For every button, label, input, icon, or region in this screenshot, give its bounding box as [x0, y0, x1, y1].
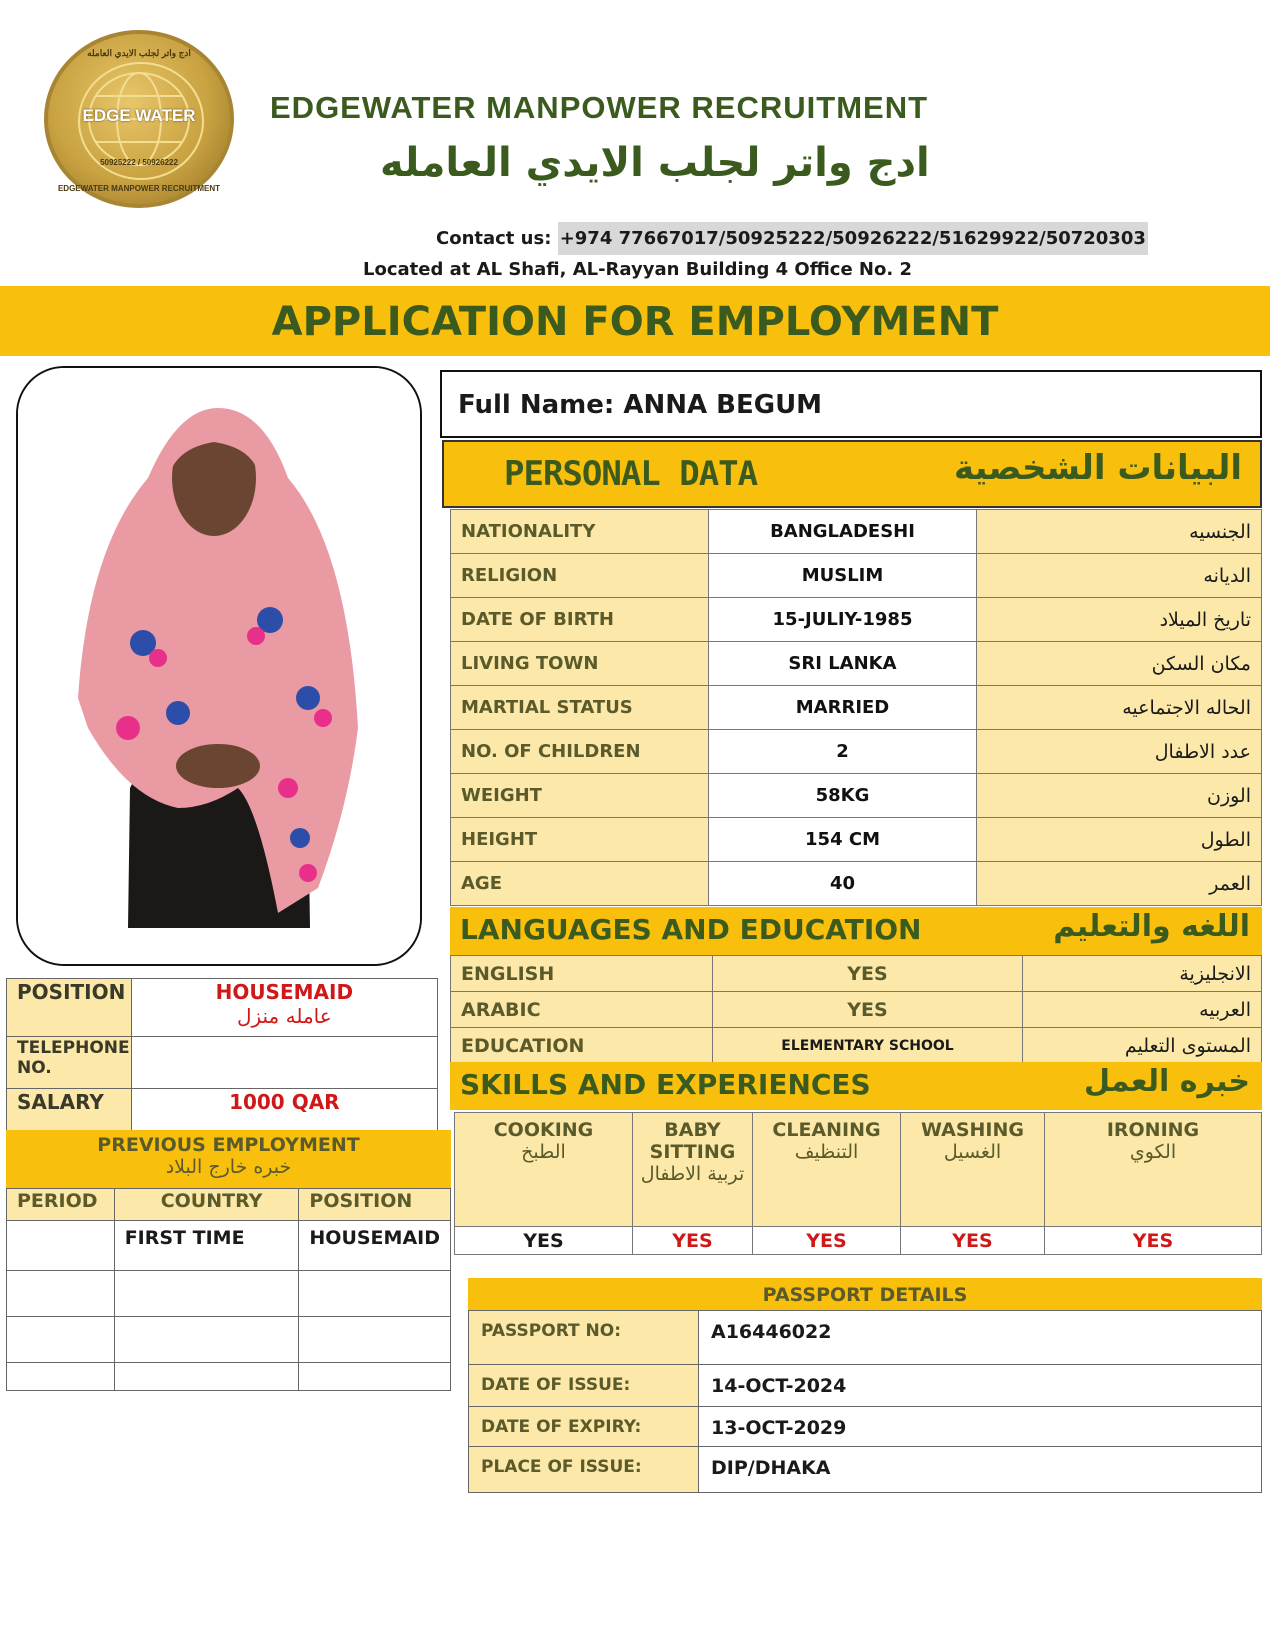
table-cell — [7, 1271, 115, 1317]
row-label: MARTIAL STATUS — [451, 686, 709, 730]
passport-table — [468, 1310, 1262, 1493]
personal-data-title-en: PERSONAL DATA — [504, 454, 758, 494]
passport-label: DATE OF EXPIRY: — [469, 1407, 699, 1447]
salary-label: SALARY — [7, 1089, 132, 1133]
table-row — [451, 818, 1262, 862]
passport-value: A16446022 — [699, 1311, 1262, 1365]
row-label: LIVING TOWN — [451, 642, 709, 686]
row-label-ar: العربيه — [1023, 992, 1262, 1028]
table-cell — [299, 1317, 451, 1363]
row-value: BANGLADESHI — [709, 510, 977, 554]
row-value: 15-JULIY-1985 — [709, 598, 977, 642]
languages-title-ar: اللغه والتعليم — [1053, 909, 1250, 944]
languages-header — [450, 907, 1262, 955]
table-row — [451, 862, 1262, 906]
skill-name-ar: التنظيف — [794, 1141, 859, 1163]
row-label-ar: عدد الاطفال — [977, 730, 1262, 774]
row-value: 58KG — [709, 774, 977, 818]
table-row — [451, 730, 1262, 774]
table-row — [451, 956, 1262, 992]
row-value: 154 CM — [709, 818, 977, 862]
skill-name: IRONING — [1106, 1119, 1200, 1141]
table-cell — [299, 1271, 451, 1317]
row-label-ar: الديانه — [977, 554, 1262, 598]
column-header: COUNTRY — [114, 1189, 299, 1221]
passport-value: 13-OCT-2029 — [699, 1407, 1262, 1447]
column-header: PERIOD — [7, 1189, 115, 1221]
previous-employment-title-ar: خبره خارج البلاد — [165, 1156, 292, 1178]
table-row — [469, 1447, 1262, 1493]
logo-ring-arabic: ادج واتر لجلب الايدي العامله — [87, 48, 191, 58]
previous-employment-table — [6, 1188, 451, 1391]
logo-phones: 50925222 / 50926222 — [100, 158, 178, 167]
table-row — [7, 1037, 438, 1089]
row-value: 2 — [709, 730, 977, 774]
company-logo — [44, 30, 234, 208]
skill-value: YES — [753, 1227, 901, 1255]
logo-ring-english: EDGEWATER MANPOWER RECRUITMENT — [57, 184, 221, 193]
passport-label: PLACE OF ISSUE: — [469, 1447, 699, 1493]
row-label: DATE OF BIRTH — [451, 598, 709, 642]
column-header: POSITION — [299, 1189, 451, 1221]
passport-label: PASSPORT NO: — [469, 1311, 699, 1365]
row-label: WEIGHT — [451, 774, 709, 818]
position-en: HOUSEMAID — [215, 980, 354, 1004]
table-row — [469, 1311, 1262, 1365]
telephone-value — [131, 1037, 437, 1089]
skill-name: COOKING — [493, 1119, 594, 1141]
skill-name: BABY SITTING — [649, 1119, 736, 1163]
skills-table — [454, 1112, 1262, 1255]
row-value: YES — [713, 992, 1023, 1028]
previous-employment-header — [6, 1130, 451, 1188]
position-ar: عامله منزل — [236, 1004, 332, 1028]
row-value: 40 — [709, 862, 977, 906]
table-row — [451, 510, 1262, 554]
row-value: ELEMENTARY SCHOOL — [713, 1028, 1023, 1064]
table-cell — [114, 1271, 299, 1317]
table-row — [7, 1089, 438, 1133]
table-cell: HOUSEMAID — [299, 1221, 451, 1271]
personal-data-header — [442, 440, 1262, 508]
row-label-ar: الوزن — [977, 774, 1262, 818]
applicant-photo-graphic — [18, 368, 420, 964]
skill-baby-sitting — [633, 1113, 753, 1227]
table-cell — [114, 1363, 299, 1391]
contact-label: Contact us: — [436, 228, 558, 249]
company-name-en: EDGEWATER MANPOWER RECRUITMENT — [270, 90, 929, 125]
company-name-ar: ادج واتر لجلب الايدي العامله — [380, 140, 930, 186]
table-row — [7, 1363, 451, 1391]
skills-header-row — [455, 1113, 1262, 1227]
row-value: YES — [713, 956, 1023, 992]
row-label-ar: الطول — [977, 818, 1262, 862]
row-label: ARABIC — [451, 992, 713, 1028]
position-label: POSITION — [7, 979, 132, 1037]
full-name: Full Name: ANNA BEGUM — [440, 370, 1262, 438]
skill-name-ar: تربية الاطفال — [640, 1163, 745, 1185]
table-row — [451, 1028, 1262, 1064]
skills-header — [450, 1062, 1262, 1110]
table-row — [7, 1271, 451, 1317]
skill-ironing — [1045, 1113, 1262, 1227]
row-label-ar: المستوى التعليم — [1023, 1028, 1262, 1064]
row-label: AGE — [451, 862, 709, 906]
passport-details-header: PASSPORT DETAILS — [468, 1278, 1262, 1310]
personal-data-title-ar: البيانات الشخصية — [953, 448, 1242, 488]
row-label: RELIGION — [451, 554, 709, 598]
row-label: HEIGHT — [451, 818, 709, 862]
table-row — [451, 686, 1262, 730]
skill-value: YES — [455, 1227, 633, 1255]
skill-washing — [901, 1113, 1045, 1227]
page-title: APPLICATION FOR EMPLOYMENT — [0, 286, 1270, 356]
table-row — [451, 774, 1262, 818]
salary-value: 1000 QAR — [131, 1089, 437, 1133]
passport-value: 14-OCT-2024 — [699, 1365, 1262, 1407]
row-value: MUSLIM — [709, 554, 977, 598]
skill-name-ar: الغسيل — [943, 1141, 1002, 1163]
logo-brand: EDGE WATER — [82, 106, 196, 125]
contact-line — [436, 228, 1148, 249]
languages-table — [450, 955, 1262, 1064]
row-value: SRI LANKA — [709, 642, 977, 686]
table-header-row — [7, 1189, 451, 1221]
row-label-ar: تاريخ الميلاد — [977, 598, 1262, 642]
row-value: MARRIED — [709, 686, 977, 730]
table-cell — [114, 1317, 299, 1363]
table-row — [7, 1317, 451, 1363]
skills-value-row — [455, 1227, 1262, 1255]
applicant-photo — [16, 366, 422, 966]
personal-data-table — [450, 509, 1262, 906]
passport-value: DIP/DHAKA — [699, 1447, 1262, 1493]
skill-name-ar: الطبخ — [521, 1141, 566, 1163]
table-row — [451, 598, 1262, 642]
table-row — [469, 1407, 1262, 1447]
row-label-ar: العمر — [977, 862, 1262, 906]
skill-name-ar: الكوي — [1129, 1141, 1177, 1163]
row-label: NATIONALITY — [451, 510, 709, 554]
passport-label: DATE OF ISSUE: — [469, 1365, 699, 1407]
row-label: ENGLISH — [451, 956, 713, 992]
office-location: Located at AL Shafi, AL-Rayyan Building 4 Office No. 2 — [363, 259, 912, 280]
table-cell — [7, 1317, 115, 1363]
skills-title-en: SKILLS AND EXPERIENCES — [460, 1068, 871, 1101]
row-label-ar: مكان السكن — [977, 642, 1262, 686]
position-value — [131, 979, 437, 1037]
table-cell — [7, 1363, 115, 1391]
table-cell: FIRST TIME — [114, 1221, 299, 1271]
skill-name: WASHING — [921, 1119, 1024, 1141]
table-row — [7, 1221, 451, 1271]
languages-title-en: LANGUAGES AND EDUCATION — [460, 913, 922, 946]
row-label-ar: الانجليزية — [1023, 956, 1262, 992]
skill-cooking — [455, 1113, 633, 1227]
row-label-ar: الحاله الاجتماعيه — [977, 686, 1262, 730]
table-cell — [7, 1221, 115, 1271]
skill-value: YES — [1045, 1227, 1262, 1255]
table-row — [7, 979, 438, 1037]
row-label-ar: الجنسيه — [977, 510, 1262, 554]
table-cell — [299, 1363, 451, 1391]
table-row — [451, 554, 1262, 598]
skill-name: CLEANING — [772, 1119, 881, 1141]
contact-phones: +974 77667017/50925222/50926222/51629922/50720303 — [558, 222, 1148, 255]
skills-title-ar: خبره العمل — [1083, 1064, 1250, 1099]
telephone-label: TELEPHONE NO. — [7, 1037, 132, 1089]
row-label: EDUCATION — [451, 1028, 713, 1064]
table-row — [451, 992, 1262, 1028]
position-table — [6, 978, 438, 1133]
previous-employment-title-en: PREVIOUS EMPLOYMENT — [97, 1134, 360, 1156]
table-row — [451, 642, 1262, 686]
skill-value: YES — [901, 1227, 1045, 1255]
skill-cleaning — [753, 1113, 901, 1227]
row-label: NO. OF CHILDREN — [451, 730, 709, 774]
skill-value: YES — [633, 1227, 753, 1255]
table-row — [469, 1365, 1262, 1407]
